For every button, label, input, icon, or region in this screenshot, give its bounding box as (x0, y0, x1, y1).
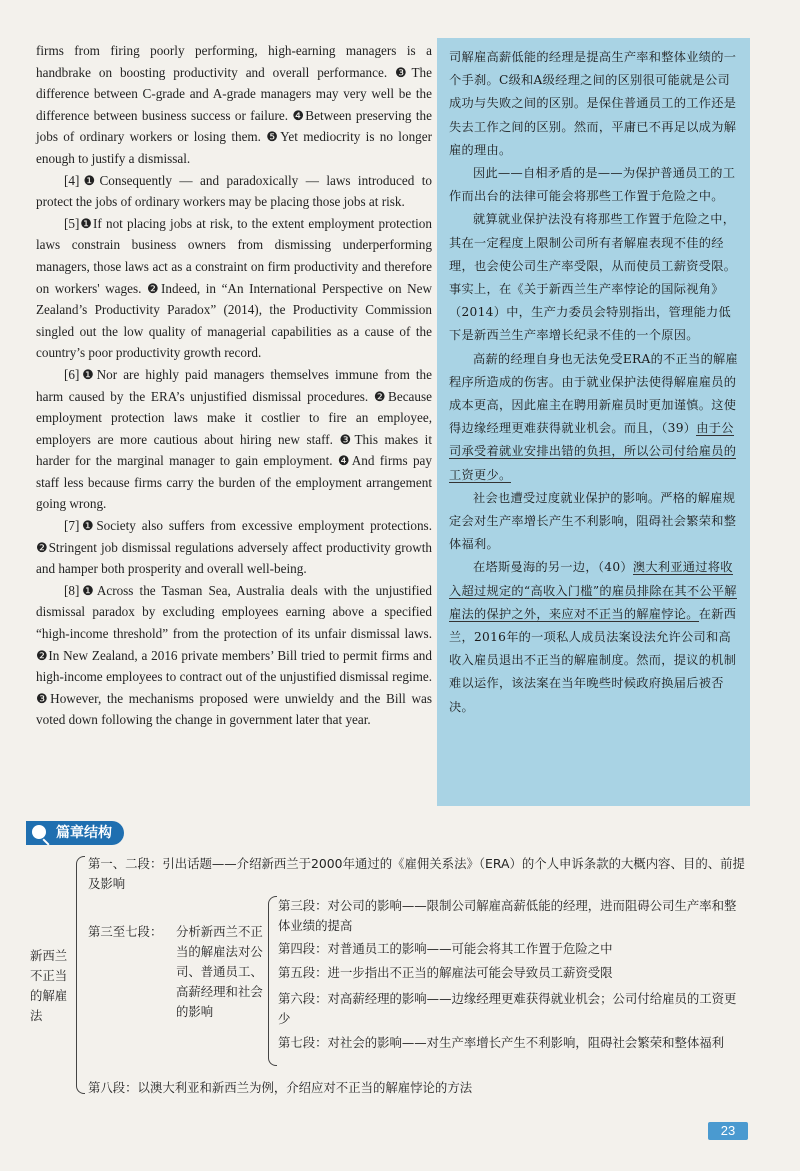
paragraph-4: [4]❶Consequently — and paradoxically — laws introduced to protect the jobs of ordinary workers may be placing those jobs at risk. (36, 172, 432, 210)
translation-text: 司解雇高薪低能的经理是提高生产率和整体业绩的一个手刹。C级和A级经理之间的区别很可能就是公司成功与失败之间的区别。是保住普通员工的工作还是失去工作之间的区别。然而，平庸已不再足以成为解雇的理由。 (449, 50, 737, 157)
outline-mid-desc: 分析新西兰不正当的解雇法对公司、普通员工、高薪经理和社会的影响 (176, 924, 263, 1019)
outer-brace (76, 856, 85, 1094)
underlined-answer-40: 澳大利亚通过将收入超过规定的“高收入门槛”的雇员排除在其不公平解雇法的保护之外，来应对不正当的解雇悖论。 (449, 560, 737, 621)
section-title: 篇章结构 (56, 825, 112, 841)
translation-text: 在新西兰，2016年的一项私人成员法案设法允许公司和高收入雇员退出不正当的解雇制度。然而，提议的机制难以运作，该法案在当年晚些时候政府换届后被否决。 (449, 606, 737, 714)
page-number: 23 (708, 1122, 748, 1140)
structure-outline (0, 850, 800, 1110)
translation-paragraph-5: 就算就业保护法没有将那些工作置于危险之中，其在一定程度上限制公司所有者解雇表现不佳的经理，也会使公司生产率受限，从而使员工薪资受限。事实上，在《关于新西兰生产率悖论的国际视角》（2014）中，生产力委员会特别指出，管理能力低下是新西兰生产率增长纪录不佳的一个原因。 (449, 212, 737, 343)
outline-item-7: 第七段：对社会的影响——对生产率增长产生不利影响，阻碍社会繁荣和整体福利 (278, 1035, 725, 1050)
outline-root: 新西兰 不正当 的解雇 法 (30, 948, 68, 1023)
outline-bottom: 第八段：以澳大利亚和新西兰为例，介绍应对不正当的解雇悖论的方法 (88, 1080, 473, 1095)
translation-text: 高薪的经理自身也无法免受ERA的不正当的解雇程序所造成的伤害。由于就业保护法使得解雇雇员的成本更高，因此雇主在聘用新雇员时更加谨慎。这使得边缘经理更难获得就业机会。而且，（39） (449, 351, 739, 436)
outline-mid-label: 第三至七段： (88, 924, 163, 939)
underlined-answer-39: 由于公司承受着就业安排出错的负担，所以公司付给雇员的工资更少。 (449, 421, 737, 482)
translation-paragraph-8 (449, 556, 740, 718)
translation-paragraph-6 (449, 348, 740, 487)
outline-item-4: 第四段：对普通员工的影响——可能会将其工作置于危险之中 (278, 941, 613, 956)
paragraph-6: [6]❶Nor are highly paid managers themselves immune from the harm caused by the ERA’s unjustified dismissal procedures. ❷Because employment protection laws make it costlier to fire an employee, employers are more cautious about hiring new staff. ❸This makes it harder for the marginal manager to gain employment. ❹And firms pay staff less because firms carry the burden of the employment arrangement going wrong. (36, 366, 432, 512)
outline-item-6: 第六段：对高薪经理的影响——边缘经理更难获得就业机会；公司付给雇员的工资更少 (278, 991, 737, 1026)
outline-item-5: 第五段：进一步指出不正当的解雇法可能会导致员工薪资受限 (278, 965, 613, 980)
outline-top: 第一、二段：引出话题——介绍新西兰于2000年通过的《雇佣关系法》（ERA）的个人申诉条款的大概内容、目的、前提及影响 (88, 856, 745, 891)
paragraph-5: [5]❶If not placing jobs at risk, to the extent employment protection laws constrain business owners from dismissing underperforming managers, those laws act as a constraint on firm productivity and therefore on workers' wages. ❷Indeed, in “An International Perspective on New Zealand’s Productivity Paradox” (2014), the Productivity Commission singled out the low quality of managerial capabilities as a cause of the country’s poor productivity growth record. (36, 215, 432, 361)
outline-item-3: 第三段：对公司的影响——限制公司解雇高薪低能的经理，进而阻碍公司生产率和整体业绩的提高 (278, 898, 737, 933)
translation-paragraph-7: 社会也遭受过度就业保护的影响。严格的解雇规定会对生产率增长产生不利影响，阻碍社会繁荣和整体福利。 (449, 490, 737, 552)
chinese-translation-panel (437, 38, 750, 806)
english-text-column (36, 40, 432, 731)
inner-brace (268, 896, 277, 1066)
paragraph-8: [8]❶Across the Tasman Sea, Australia deals with the unjustified dismissal paradox by excluding employees earning above a specified “high-income threshold” from the protection of its unfair dismissal laws. ❷In New Zealand, a 2016 private members’ Bill tried to permit firms and high-income employees to contract out of the unjustified dismissal regime. ❸However, the mechanisms proposed were unwieldy and the Bill was voted down following the change in government later that year. (36, 582, 432, 728)
section-heading-badge (26, 821, 124, 845)
paragraph-3-cont: firms from firing poorly performing, high-earning managers is a handbrake on boosting productivity and overall performance. ❸The difference between C-grade and A-grade managers may very well be the difference between business success or failure. ❹Between preserving the jobs of ordinary workers or losing them. ❺Yet mediocrity is no longer enough to justify a dismissal. (36, 43, 432, 166)
translation-text: 在塔斯曼海的另一边，（40） (473, 560, 633, 575)
translation-paragraph-4: 因此——自相矛盾的是——为保护普通员工的工作而出台的法律可能会将那些工作置于危险之中。 (449, 166, 736, 204)
paragraph-7: [7]❶Society also suffers from excessive employment protections. ❷Stringent job dismissal regulations adversely affect productivity growth and hamper both prosperity and overall well-being. (36, 518, 432, 577)
translation-paragraph-3 (449, 46, 740, 162)
magnifier-icon (30, 823, 48, 841)
